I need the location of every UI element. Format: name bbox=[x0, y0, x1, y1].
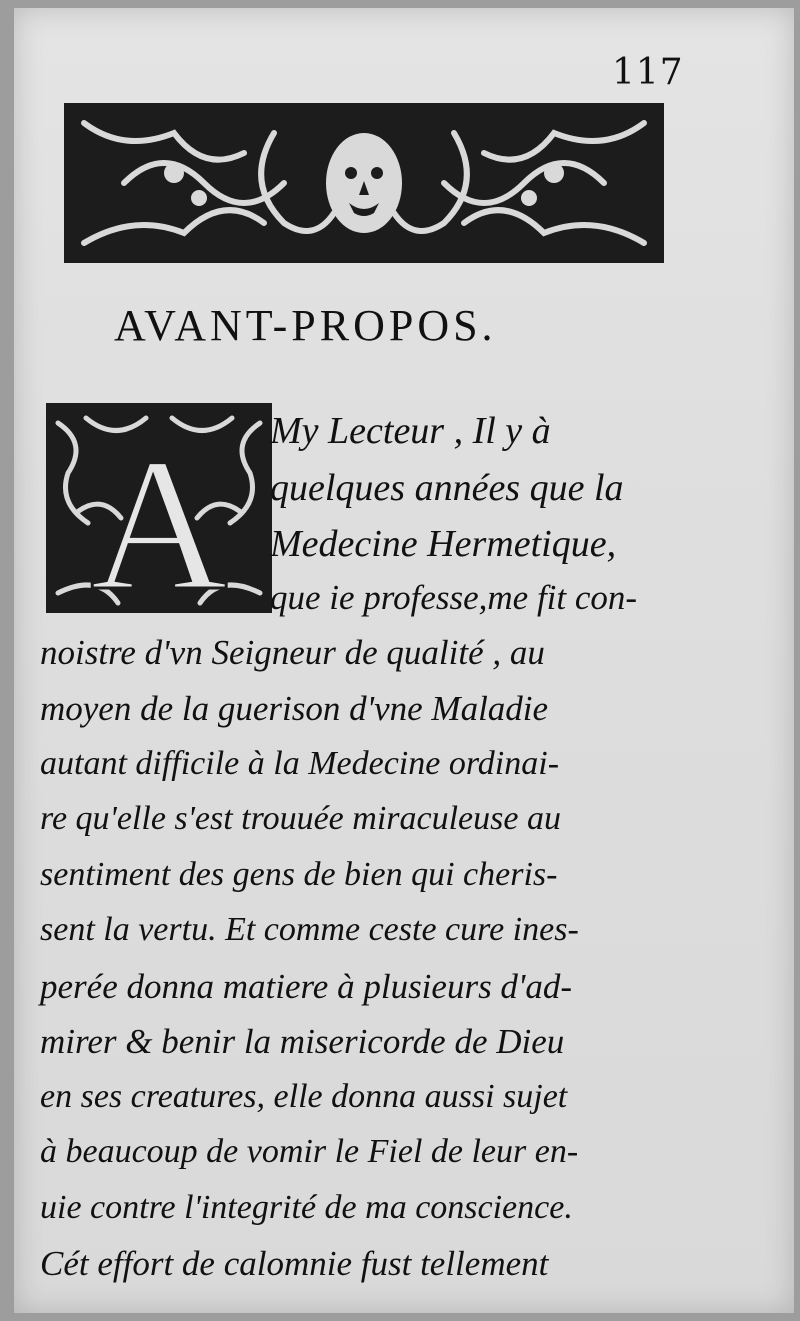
text-line: Medecine Hermetique, bbox=[270, 523, 617, 565]
text-line: en ses creatures, elle donna aussi sujet bbox=[40, 1078, 568, 1115]
text-line: Cét effort de calomnie fust tellement bbox=[40, 1244, 549, 1283]
text-line: moyen de la guerison d'vne Maladie bbox=[40, 689, 549, 728]
text-line: sent la vertu. Et comme ceste cure ines- bbox=[40, 911, 579, 948]
ornamental-headpiece bbox=[64, 103, 664, 263]
text-line: uie contre l'integrité de ma conscience. bbox=[40, 1189, 573, 1226]
text-line: quelques années que la bbox=[270, 467, 624, 509]
page-number: 117 bbox=[612, 52, 684, 93]
text-line: à beaucoup de vomir le Fiel de leur en- bbox=[40, 1133, 579, 1170]
text-line: mirer & benir la misericorde de Dieu bbox=[40, 1022, 565, 1061]
text-line: perée donna matiere à plusieurs d'ad- bbox=[40, 967, 573, 1006]
text-line: autant difficile à la Medecine ordinai- bbox=[40, 745, 560, 782]
section-title: AVANT-PROPOS. bbox=[114, 301, 497, 350]
decorated-initial bbox=[46, 403, 272, 613]
initial-letter: A bbox=[90, 420, 228, 613]
book-page bbox=[14, 8, 794, 1313]
text-line: My Lecteur , Il y à bbox=[270, 410, 551, 452]
text-line: noistre d'vn Seigneur de qualité , au bbox=[40, 633, 545, 672]
text-line: re qu'elle s'est trouuée miraculeuse au bbox=[40, 800, 561, 837]
text-line: que ie professe,me fit con- bbox=[270, 578, 638, 617]
text-line: sentiment des gens de bien qui cheris- bbox=[40, 856, 558, 893]
